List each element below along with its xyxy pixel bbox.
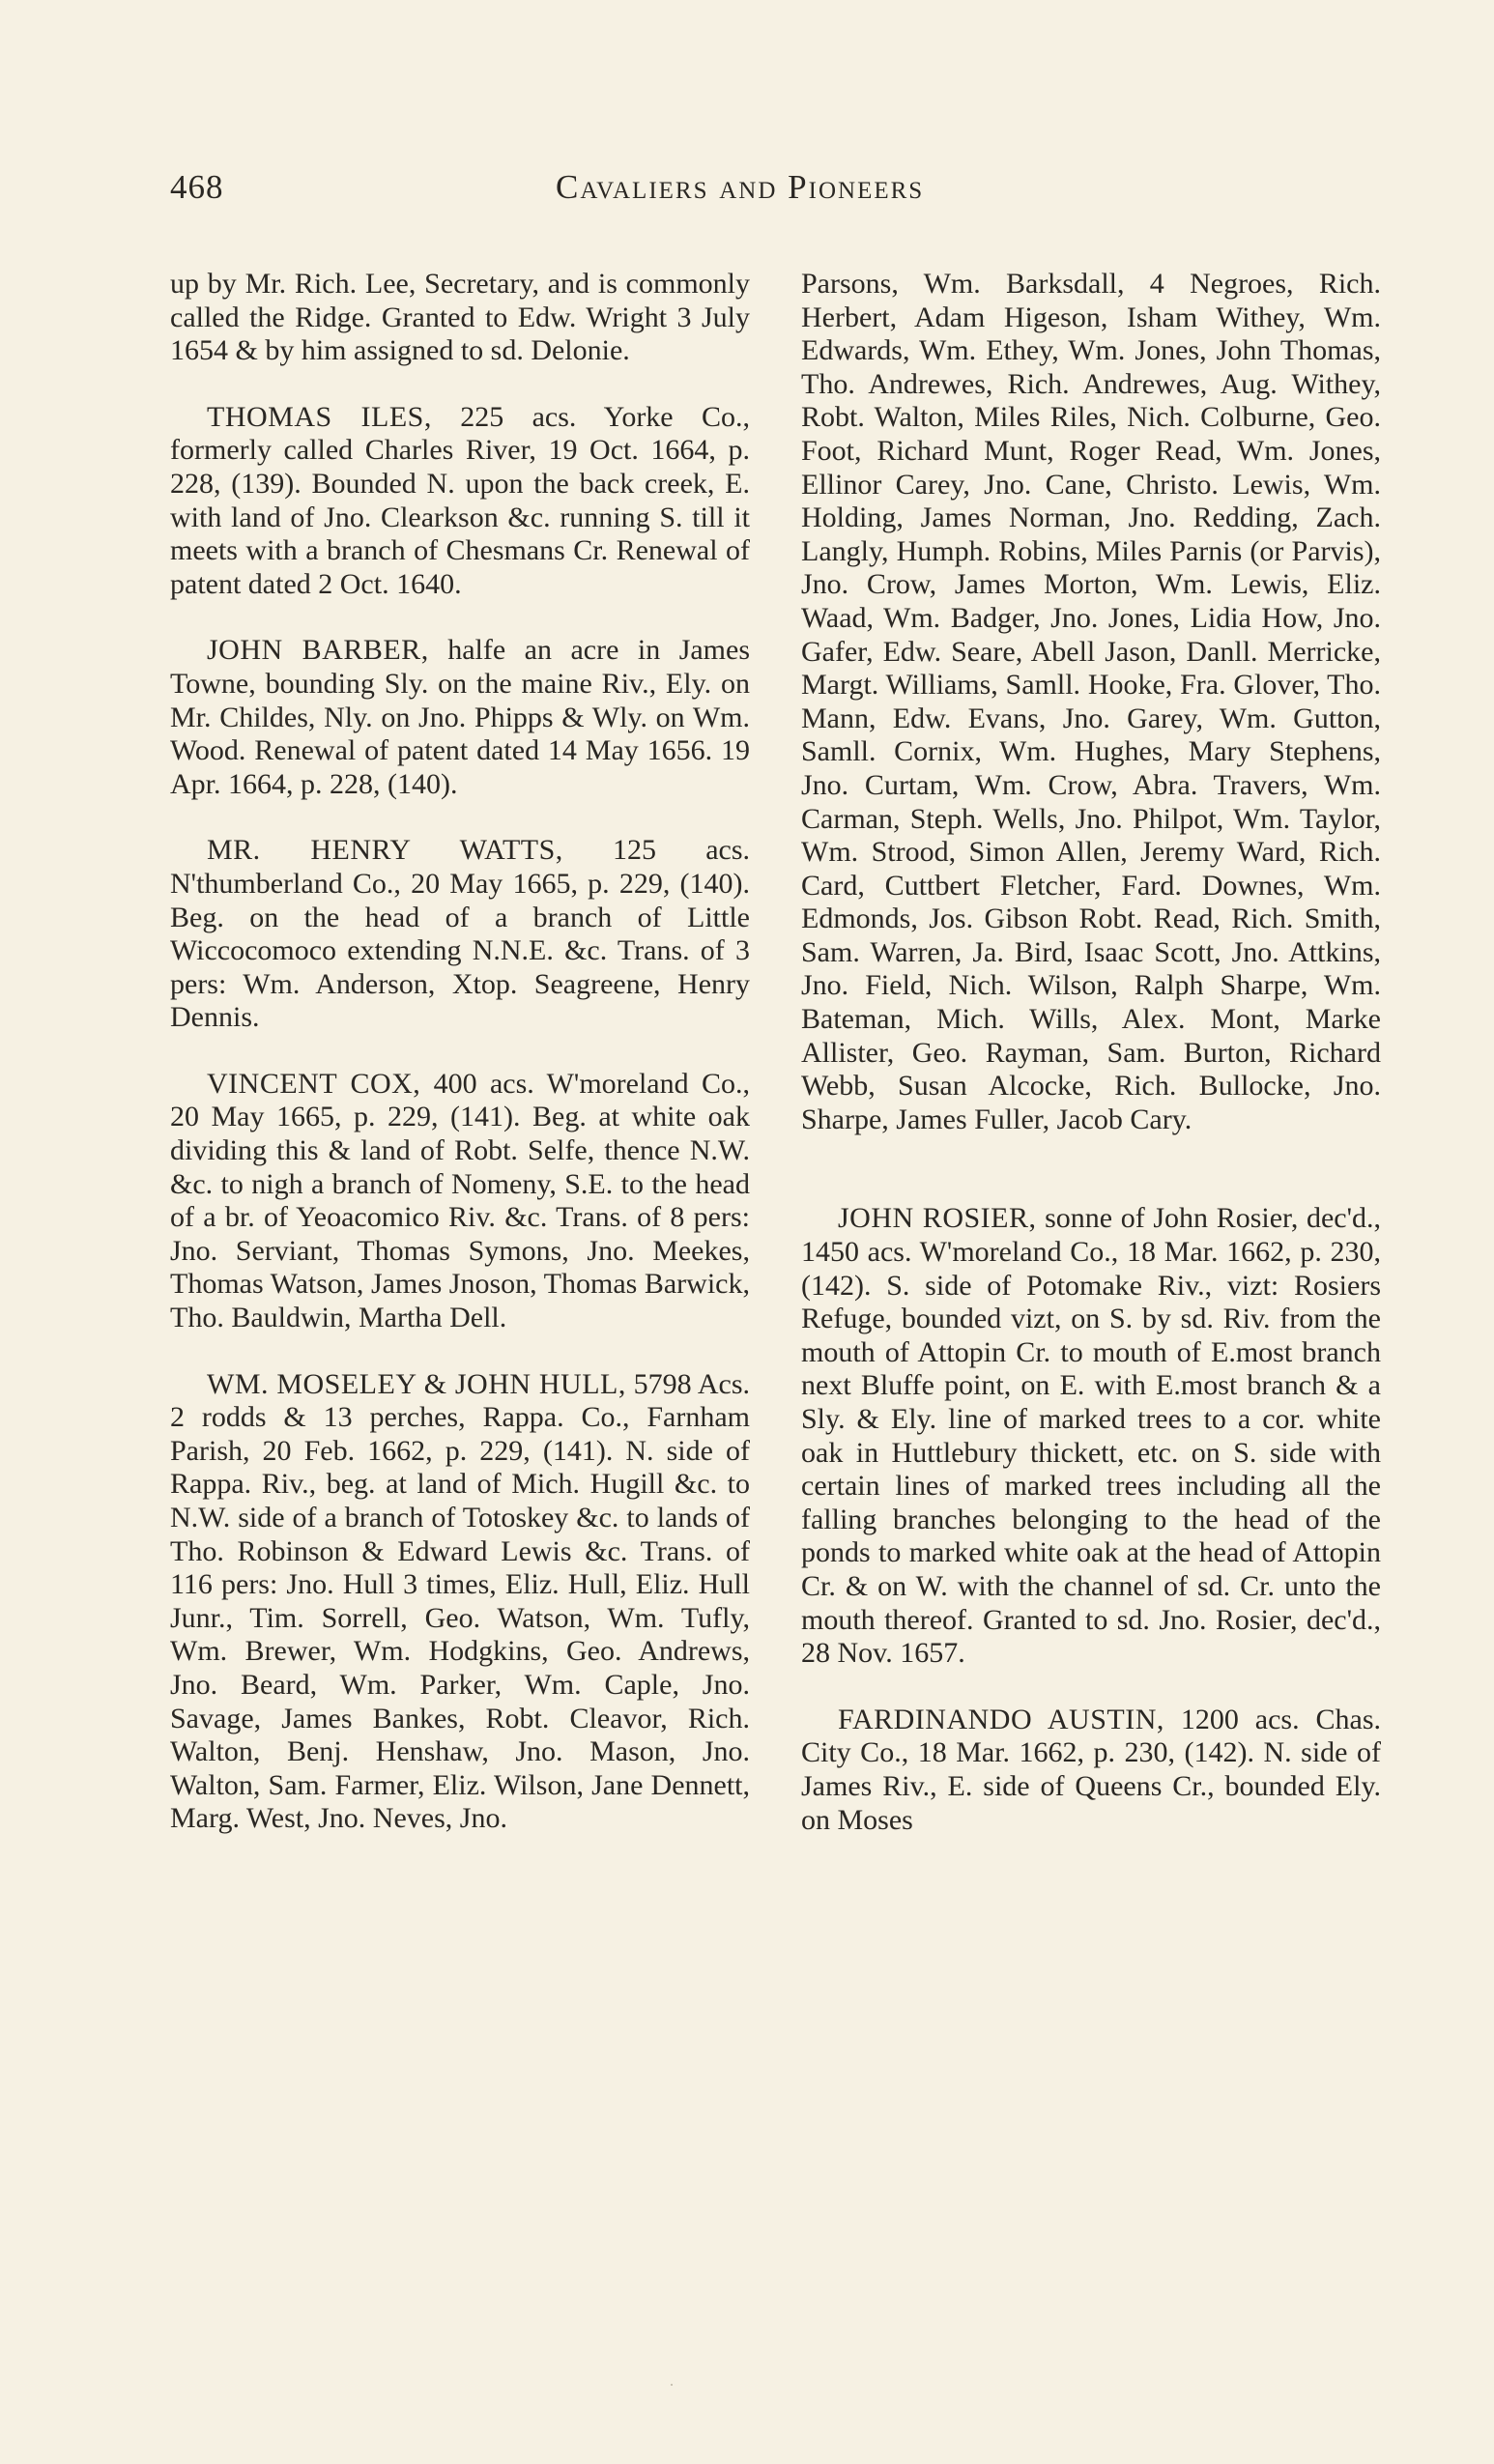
- entry-text: halfe an acre in James Towne, bounding Sly. on the maine Riv., Ely. on Mr. Childes, Nly. on Jno. Phipps & Wly. on Wm. Wood. Renewal of patent dated 14 May 1656. 19 Apr. 1664, p. 228, (140).: [170, 634, 751, 800]
- entry-continuation: [801, 268, 1381, 1136]
- entry-henry-watts: [170, 834, 750, 1035]
- entry-moseley-hull: [170, 1368, 750, 1836]
- entry-text: sonne of John Rosier, dec'd., 1450 acs. W'moreland Co., 18 Mar. 1662, p. 230, (142). S. side of Potomake Riv., vizt: Rosiers Refuge, bounded vizt, on S. by sd. Riv. from the mouth of Attopin Cr. to mouth of E.most branch next Bluffe point, on E. with E.most branch & a Sly. & Ely. line of marked trees to a cor. white oak in Huttlebury thickett, etc. on S. side with certain lines of marked trees including all the falling branches belonging to the head of the ponds to marked white oak at the head of Attopin Cr. & on W. with the channel of sd. Cr. unto the mouth thereof. Granted to sd. Jno. Rosier, dec'd., 28 Nov. 1657.: [801, 1202, 1381, 1670]
- entry-grantee: FARDINANDO AUSTIN,: [838, 1703, 1164, 1735]
- running-head-title: Cavaliers and Pioneers: [556, 168, 925, 206]
- entry-grantee: JOHN ROSIER,: [838, 1202, 1037, 1235]
- entry-text: 225 acs. Yorke Co., formerly called Charles River, 19 Oct. 1664, p. 228, (139). Bounded N. upon the back creek, E. with land of Jno. Clearkson &c. running S. till it meets with a branch of Chesmans Cr. Renewal of patent dated 2 Oct. 1640.: [170, 400, 750, 600]
- entry-grantee: WM. MOSELEY & JOHN HULL,: [207, 1367, 626, 1400]
- entry-text: 5798 Acs. 2 rodds & 13 perches, Rappa. Co., Farnham Parish, 20 Feb. 1662, p. 229, (141). N. side of Rappa. Riv., beg. at land of Mich. Hugill &c. to N.W. side of a branch of Totoskey &c. to lands of Tho. Robinson & Edward Lewis &c. Trans. of 116 pers: Jno. Hull 3 times, Eliz. Hull, Eliz. Hull Junr., Tim. Sorrell, Geo. Watson, Wm. Tufly, Wm. Brewer, Wm. Hodgkins, Geo. Andrews, Jno. Beard, Wm. Parker, Wm. Caple, Jno. Savage, James Bankes, Robt. Cleavor, Rich. Walton, Benj. Henshaw, Jno. Mason, Jno. Walton, Sam. Farmer, Eliz. Wilson, Jane Dennett, Marg. West, Jno. Neves, Jno.: [170, 1367, 750, 1835]
- entry-grantee: VINCENT COX,: [207, 1067, 421, 1100]
- entry-text: 125 acs. N'thumberland Co., 20 May 1665, p. 229, (140). Beg. on the head of a branch of Little Wiccocomoco extending N.N.E. &c. Trans. of 3 pers: Wm. Anderson, Xtop. Seagreene, Henry Dennis.: [170, 834, 750, 1034]
- entry-john-rosier: [801, 1202, 1381, 1670]
- right-column: [801, 268, 1381, 1870]
- entry-thomas-iles: [170, 401, 750, 602]
- entry-fardinando-austin: [801, 1704, 1381, 1837]
- entry-grantee: JOHN BARBER,: [207, 634, 429, 667]
- entry-text: up by Mr. Rich. Lee, Secretary, and is commonly called the Ridge. Granted to Edw. Wright 3 July 1654 & by him assigned to sd. Delonie.: [170, 268, 750, 367]
- entry-grantee: THOMAS ILES,: [207, 400, 432, 433]
- left-column: [170, 268, 750, 1869]
- entry-john-barber: [170, 634, 750, 801]
- entry-text: Parsons, Wm. Barksdall, 4 Negroes, Rich. Herbert, Adam Higeson, Isham Withey, Wm. Edwards, Wm. Ethey, Wm. Jones, John Thomas, Tho. Andrewes, Rich. Andrewes, Aug. Withey, Robt. Walton, Miles Riles, Nich. Colburne, Geo. Foot, Richard Munt, Roger Read, Wm. Jones, Ellinor Carey, Jno. Cane, Christo. Lewis, Wm. Holding, James Norman, Jno. Redding, Zach. Langly, Humph. Robins, Miles Parnis (or Parvis), Jno. Crow, James Morton, Wm. Lewis, Eliz. Waad, Wm. Badger, Jno. Jones, Lidia How, Jno. Gafer, Edw. Seare, Abell Jason, Danll. Merricke, Margt. Williams, Samll. Hooke, Fra. Glover, Tho. Mann, Edw. Evans, Jno. Garey, Wm. Gutton, Samll. Cornix, Wm. Hughes, Mary Stephens, Jno. Curtam, Wm. Crow, Abra. Travers, Wm. Carman, Steph. Wells, Jno. Philpot, Wm. Taylor, Wm. Strood, Simon Allen, Jeremy Ward, Rich. Card, Cuttbert Fletcher, Fard. Downes, Wm. Edmonds, Jos. Gibson Robt. Read, Rich. Smith, Sam. Warren, Ja. Bird, Isaac Scott, Jno. Attkins, Jno. Field, Nich. Wilson, Ralph Sharpe, Wm. Bateman, Mich. Wills, Alex. Mont, Marke Allister, Geo. Rayman, Sam. Burton, Richard Webb, Susan Alcocke, Rich. Bullocke, Jno. Sharpe, James Fuller, Jacob Cary.: [801, 268, 1381, 1135]
- entry-text: 1200 acs. Chas. City Co., 18 Mar. 1662, p. 230, (142). N. side of James Riv., E. side of Queens Cr., bounded Ely. on Moses: [801, 1703, 1381, 1836]
- entry-text: 400 acs. W'moreland Co., 20 May 1665, p. 229, (141). Beg. at white oak dividing this & land of Robt. Selfe, thence N.W. &c. to nigh a branch of Nomeny, S.E. to the head of a br. of Yeoacomico Riv. &c. Trans. of 8 pers: Jno. Serviant, Thomas Symons, Jno. Meekes, Thomas Watson, James Jnoson, Thomas Barwick, Tho. Bauldwin, Martha Dell.: [170, 1067, 750, 1334]
- entry-vincent-cox: [170, 1068, 750, 1335]
- entry-grantee: MR. HENRY WATTS,: [207, 834, 563, 867]
- page-number: 468: [170, 168, 224, 206]
- entry-continuation: [170, 268, 750, 368]
- paper-speck: [671, 2384, 673, 2386]
